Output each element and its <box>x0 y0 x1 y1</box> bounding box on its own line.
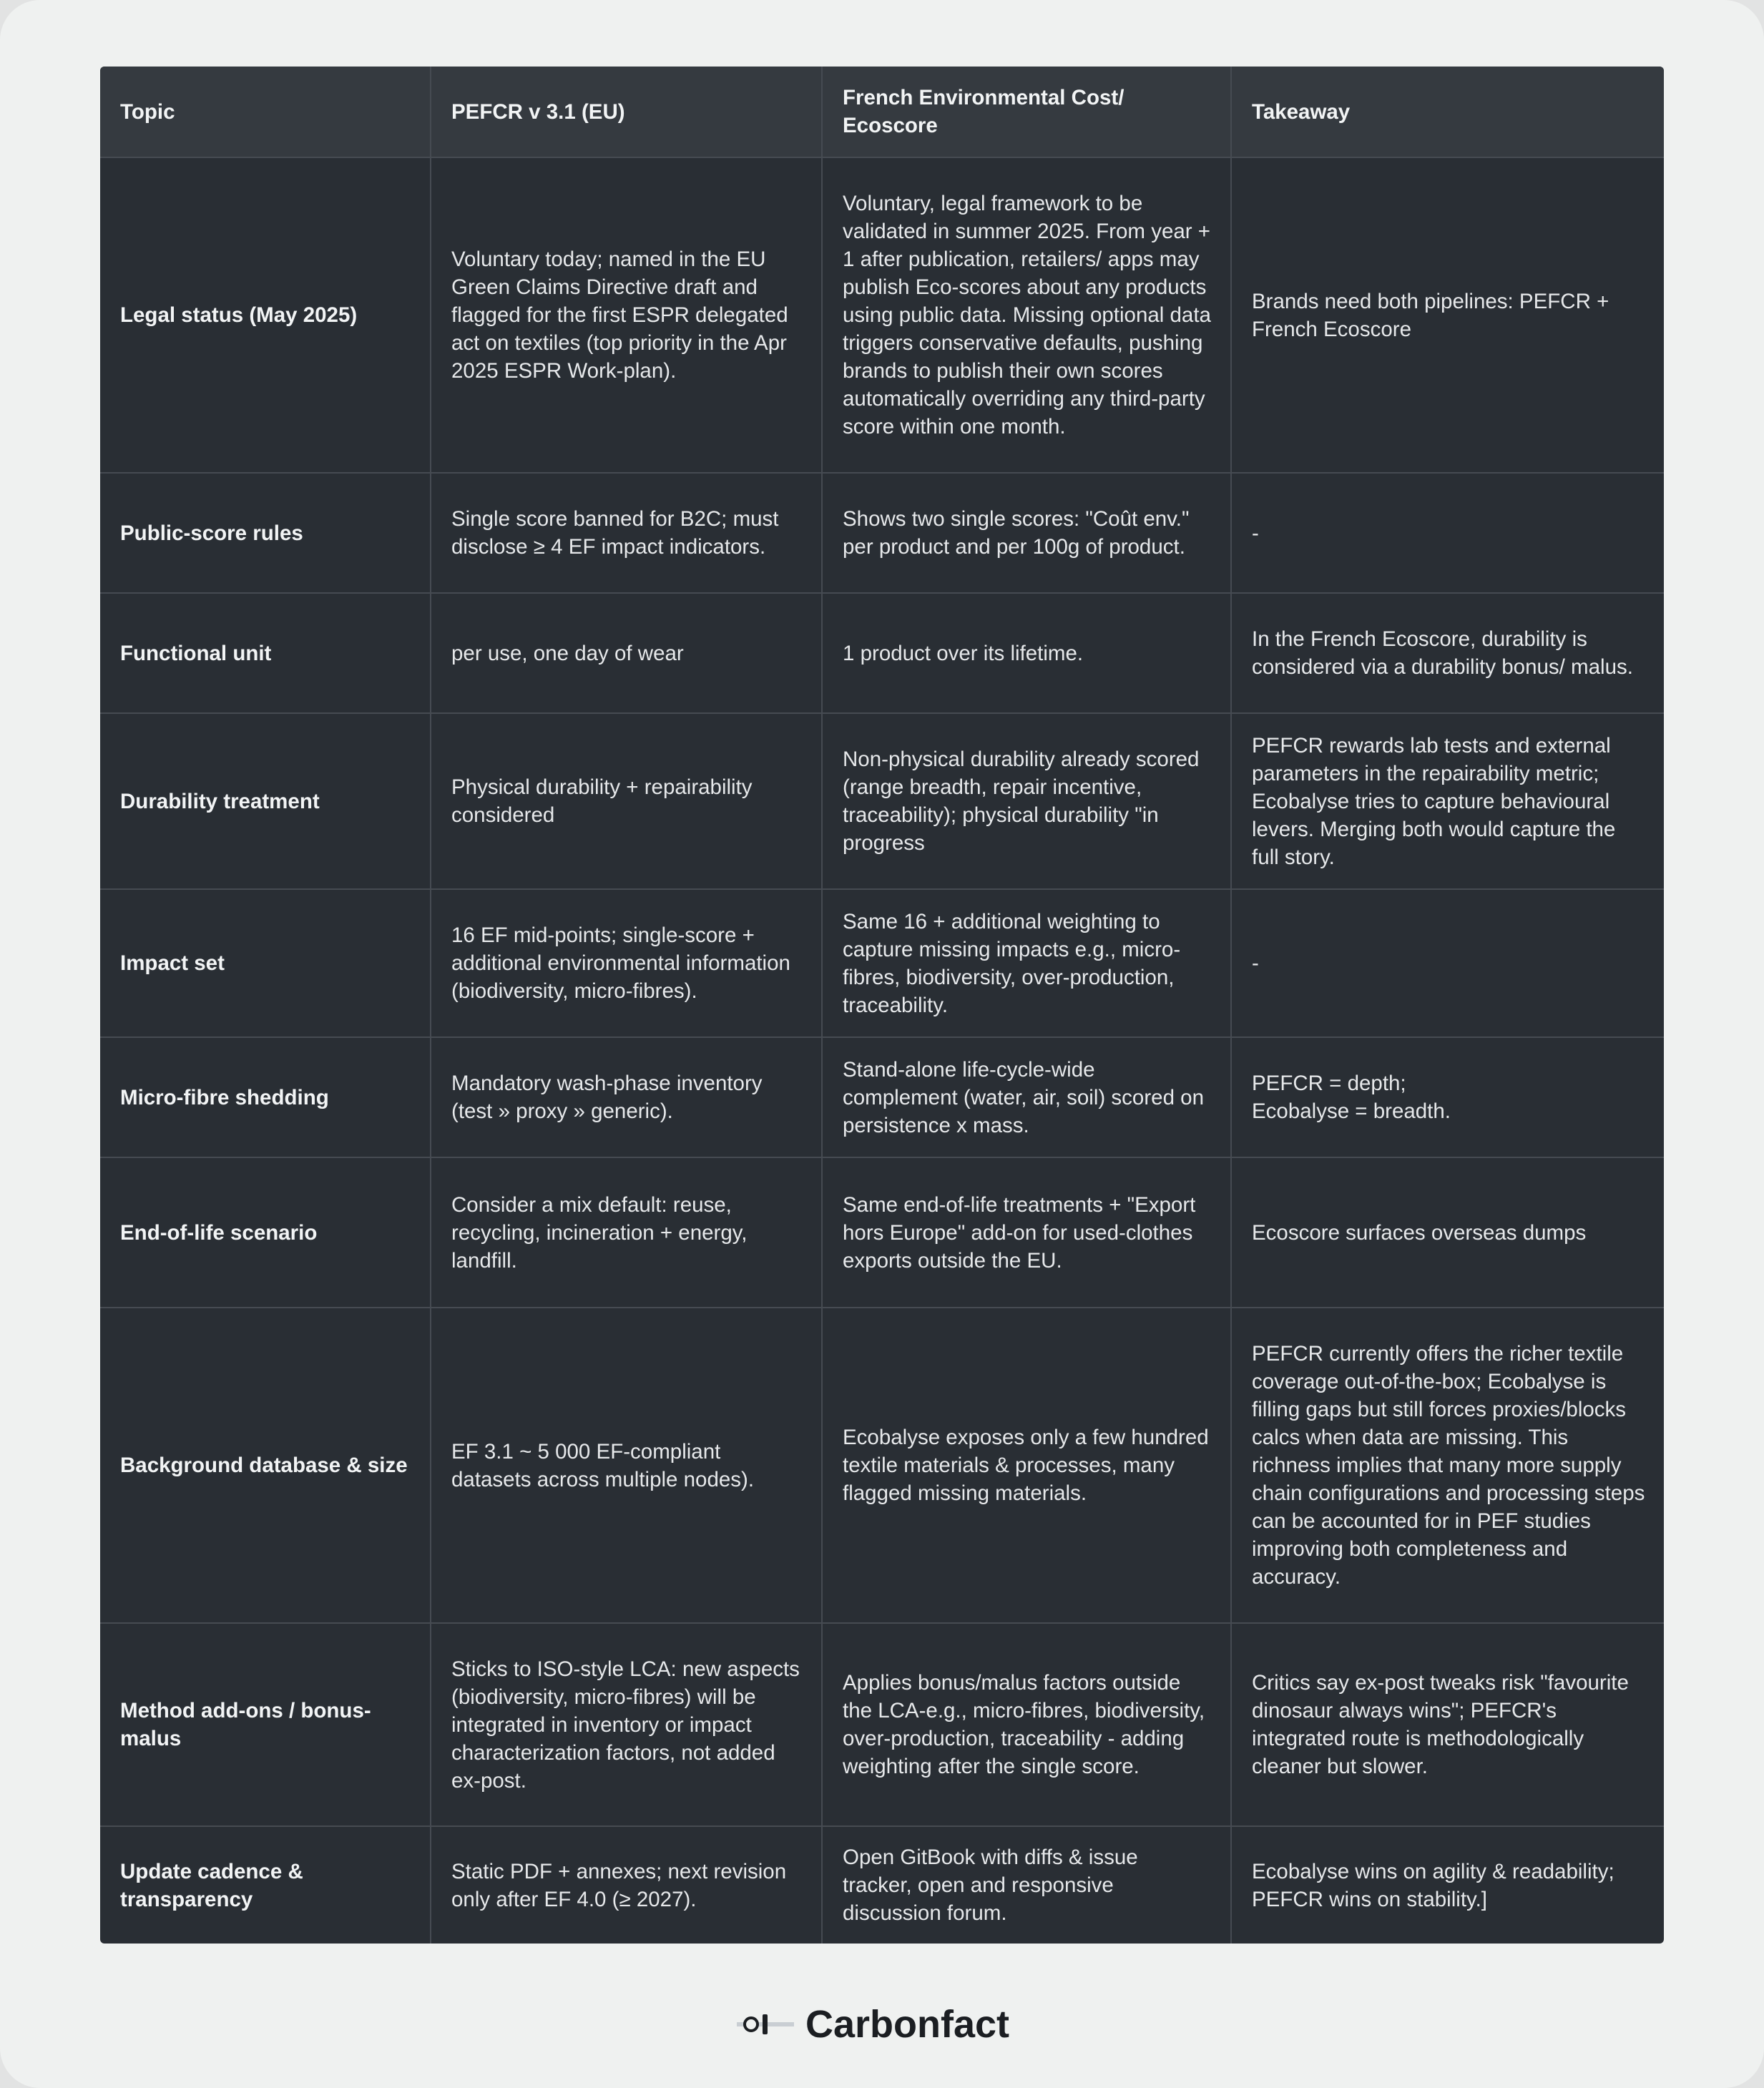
row-takeaway: PEFCR rewards lab tests and external parameters in the repairability metric; Ecobalyse tries to capture behavioural levers. Merging both would capture the full story. <box>1231 713 1664 889</box>
row-topic: Durability treatment <box>100 713 431 889</box>
row-pefcr: 16 EF mid-points; single-score + additional environmental information (biodiversity, micro-fibres). <box>431 889 822 1037</box>
header-topic: Topic <box>100 67 431 157</box>
header-pefcr: PEFCR v 3.1 (EU) <box>431 67 822 157</box>
table-row <box>100 713 1664 889</box>
table-row <box>100 1037 1664 1157</box>
carbonfact-logo-icon <box>737 2010 794 2039</box>
row-takeaway: Critics say ex-post tweaks risk "favourite dinosaur always wins"; PEFCR's integrated route is methodologically cleaner but slower. <box>1231 1623 1664 1826</box>
table-header-row <box>100 67 1664 157</box>
row-takeaway: - <box>1231 473 1664 593</box>
table-row <box>100 889 1664 1037</box>
row-pefcr: Static PDF + annexes; next revision only after EF 4.0 (≥ 2027). <box>431 1826 822 1944</box>
table-row <box>100 1623 1664 1826</box>
row-topic: Legal status (May 2025) <box>100 157 431 473</box>
row-takeaway: PEFCR = depth; Ecobalyse = breadth. <box>1231 1037 1664 1157</box>
row-pefcr: Consider a mix default: reuse, recycling, incineration + energy, landfill. <box>431 1157 822 1308</box>
table-row <box>100 593 1664 713</box>
row-pefcr: Physical durability + repairability considered <box>431 713 822 889</box>
row-pefcr: Voluntary today; named in the EU Green Claims Directive draft and flagged for the first ESPR delegated act on textiles (top priority in the Apr 2025 ESPR Work-plan). <box>431 157 822 473</box>
row-topic: Method add-ons / bonus-malus <box>100 1623 431 1826</box>
row-french: Applies bonus/malus factors outside the LCA-e.g., micro-fibres, biodiversity, over-production, traceability - adding weighting after the single score. <box>822 1623 1231 1826</box>
row-topic: Micro-fibre shedding <box>100 1037 431 1157</box>
row-pefcr: Sticks to ISO-style LCA: new aspects (biodiversity, micro-fibres) will be integrated in inventory or impact characterization factors, not added ex-post. <box>431 1623 822 1826</box>
row-french: Open GitBook with diffs & issue tracker, open and responsive discussion forum. <box>822 1826 1231 1944</box>
table-row <box>100 157 1664 473</box>
header-french-ecoscore: French Environmental Cost/ Ecoscore <box>822 67 1231 157</box>
row-topic: Functional unit <box>100 593 431 713</box>
comparison-table-container <box>100 67 1664 1944</box>
row-topic: End-of-life scenario <box>100 1157 431 1308</box>
header-takeaway: Takeaway <box>1231 67 1664 157</box>
row-french: Ecobalyse exposes only a few hundred textile materials & processes, many flagged missing materials. <box>822 1308 1231 1623</box>
row-takeaway: In the French Ecoscore, durability is considered via a durability bonus/ malus. <box>1231 593 1664 713</box>
row-topic: Update cadence & transparency <box>100 1826 431 1944</box>
table-row <box>100 473 1664 593</box>
row-pefcr: per use, one day of wear <box>431 593 822 713</box>
row-takeaway: Ecobalyse wins on agility & readability; PEFCR wins on stability.] <box>1252 1859 1614 1911</box>
brand-name: Carbonfact <box>805 2003 1010 2046</box>
row-pefcr: EF 3.1 ~ 5 000 EF-compliant datasets across multiple nodes). <box>431 1308 822 1623</box>
row-french: Voluntary, legal framework to be validated in summer 2025. From year + 1 after publication, retailers/ apps may publish Eco-scores about any products using public data. Missing optional data triggers conservative defaults, pushing brands to publish their own scores automatically overriding any third-party score within one month. <box>822 157 1231 473</box>
row-french: Shows two single scores: "Coût env." per product and per 100g of product. <box>822 473 1231 593</box>
row-topic: Impact set <box>100 889 431 1037</box>
row-pefcr: Mandatory wash-phase inventory (test » proxy » generic). <box>431 1037 822 1157</box>
footer-brand <box>737 1996 1037 2053</box>
row-takeaway: - <box>1231 889 1664 1037</box>
row-french: Stand-alone life-cycle-wide complement (water, air, soil) scored on persistence x mass. <box>822 1037 1231 1157</box>
row-french: Same 16 + additional weighting to capture missing impacts e.g., micro-fibres, biodiversity, over-production, traceability. <box>822 889 1231 1037</box>
row-french: 1 product over its lifetime. <box>822 593 1231 713</box>
table-row <box>100 1826 1664 1944</box>
row-pefcr: Single score banned for B2C; must disclose ≥ 4 EF impact indicators. <box>431 473 822 593</box>
row-french: Same end-of-life treatments + "Export hors Europe" add-on for used-clothes exports outside the EU. <box>822 1157 1231 1308</box>
table-row <box>100 1308 1664 1623</box>
comparison-table <box>100 67 1664 1944</box>
row-takeaway: PEFCR currently offers the richer textile coverage out-of-the-box; Ecobalyse is filling gaps but still forces proxies/blocks calcs when data are missing. This richness implies that many more supply chain configurations and processing steps can be accounted for in PEF studies improving both completeness and accuracy. <box>1231 1308 1664 1623</box>
table-row <box>100 1157 1664 1308</box>
row-topic: Public-score rules <box>100 473 431 593</box>
row-takeaway: Brands need both pipelines: PEFCR + French Ecoscore <box>1231 157 1664 473</box>
row-topic: Background database & size <box>100 1308 431 1623</box>
row-takeaway: Ecoscore surfaces overseas dumps <box>1231 1157 1664 1308</box>
row-french: Non-physical durability already scored (range breadth, repair incentive, traceability); physical durability "in progress <box>822 713 1231 889</box>
